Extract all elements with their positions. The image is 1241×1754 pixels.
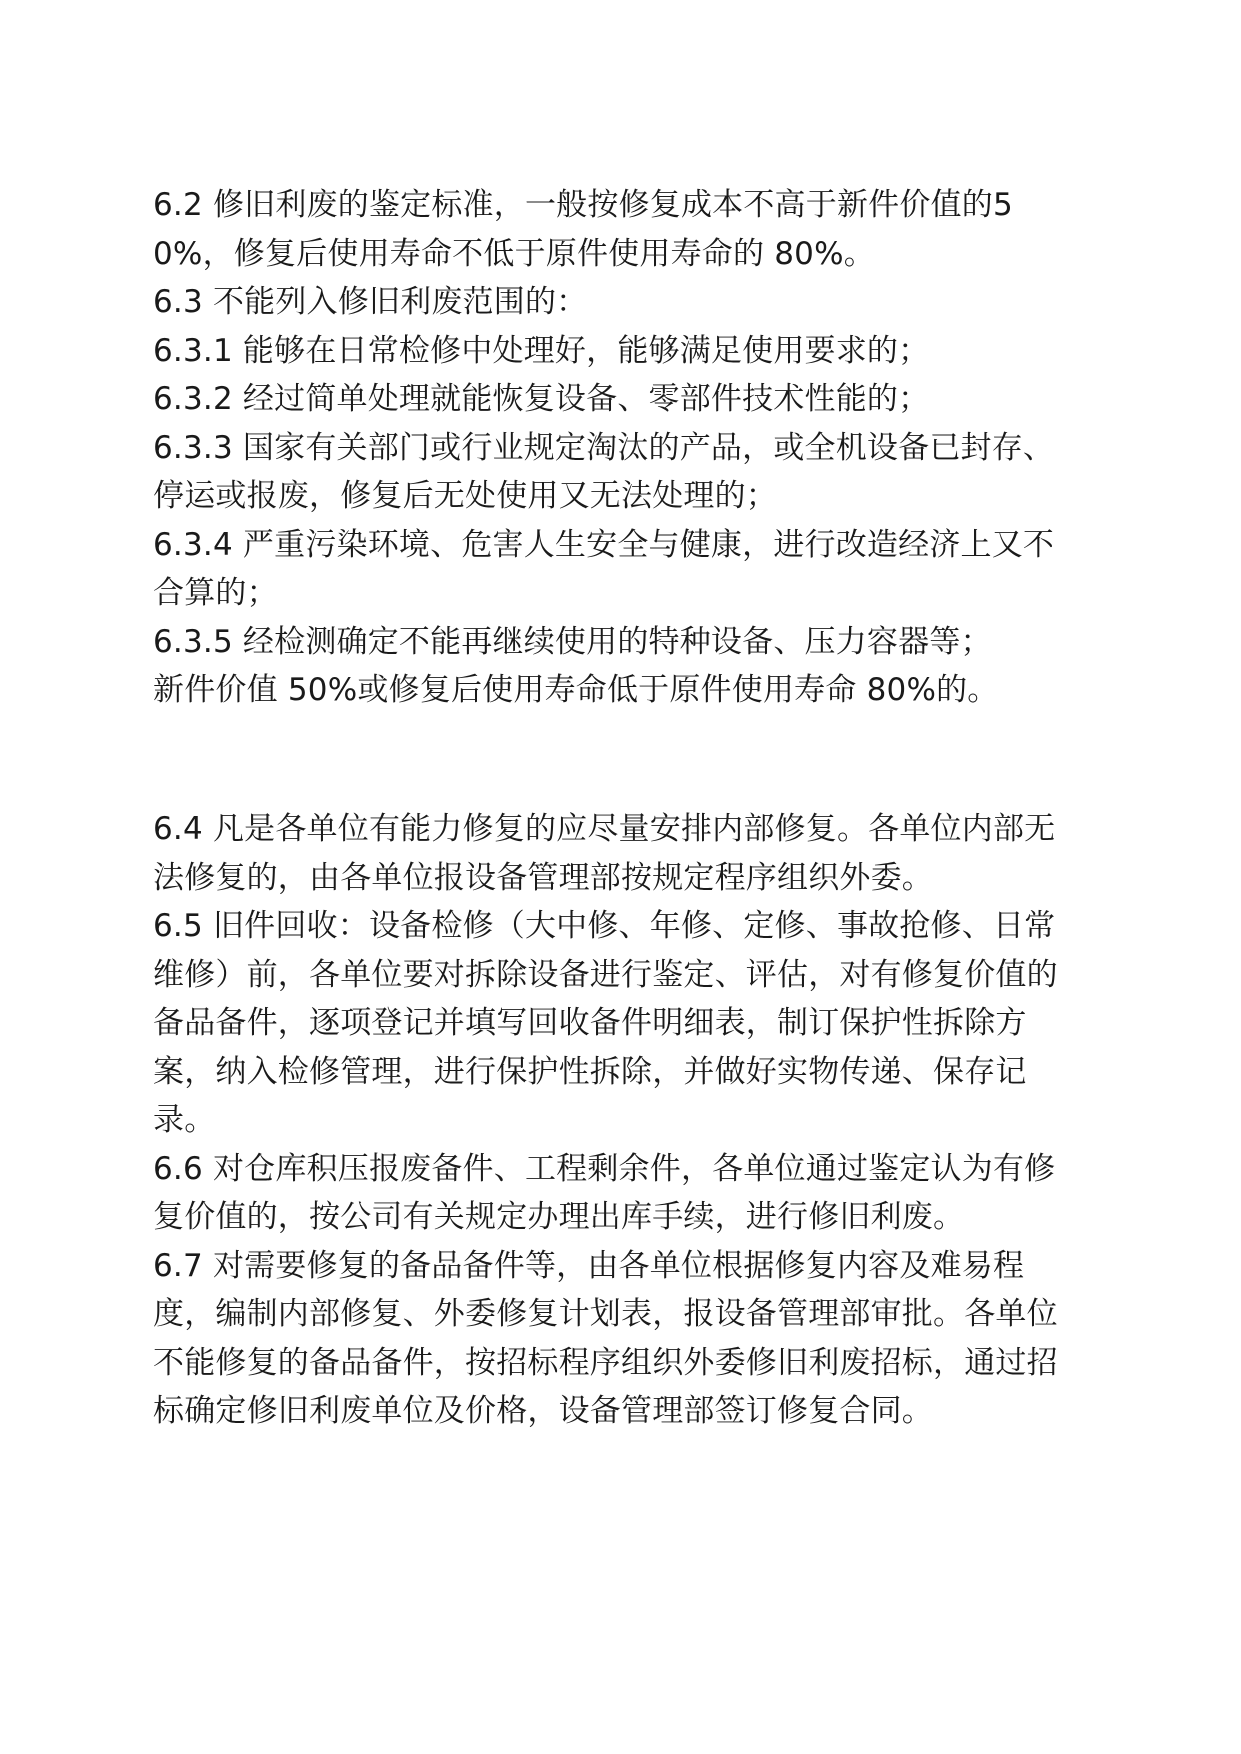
paragraph-6-3-2: 6.3.2 经过简单处理就能恢复设备、零部件技术性能的； (153, 381, 930, 417)
paragraph-6-3-5-continued: 新件价值 50%或修复后使用寿命低于原件使用寿命 80%的。 (153, 672, 999, 708)
paragraph-6-7: 6.7 对需要修复的备品备件等，由各单位根据修复内容及难易程度，编制内部修复、外委修复计划表，报设备管理部审批。各单位不能修复的备品备件，按招标程序组织外委修旧利废招标，通过招标确定修旧利废单位及价格，设备管理部签订修复合同。 (153, 1247, 1058, 1429)
paragraph-6-3-1: 6.3.1 能够在日常检修中处理好，能够满足使用要求的； (153, 332, 930, 369)
section-repair-criteria (153, 181, 1083, 715)
paragraph-6-2: 6.2 修旧利废的鉴定标准，一般按修复成本不高于新件价值的50%，修复后使用寿命不低于原件使用寿命的 80%。 (153, 187, 1013, 272)
paragraph-6-6: 6.6 对仓库积压报废备件、工程剩余件，各单位通过鉴定认为有修复价值的，按公司有关规定办理出库手续，进行修旧利废。 (153, 1150, 1056, 1235)
paragraph-6-5: 6.5 旧件回收：设备检修（大中修、年修、定修、事故抢修、日常维修）前，各单位要对拆除设备进行鉴定、评估，对有修复价值的备品备件，逐项登记并填写回收备件明细表，制订保护性拆除方案，纳入检修管理，进行保护性拆除，并做好实物传递、保存记录。 (153, 908, 1058, 1138)
paragraph-6-3-4: 6.3.4 严重污染环境、危害人生安全与健康，进行改造经济上又不合算的； (153, 526, 1055, 611)
paragraph-6-3-3: 6.3.3 国家有关部门或行业规定淘汰的产品，或全机设备已封存、停运或报废，修复后无处使用又无法处理的； (153, 429, 1055, 514)
paragraph-6-4: 6.4 凡是各单位有能力修复的应尽量安排内部修复。各单位内部无法修复的，由各单位报设备管理部按规定程序组织外委。 (153, 811, 1056, 896)
section-repair-procedures (153, 805, 1083, 1436)
paragraph-6-3: 6.3 不能列入修旧利废范围的： (153, 284, 588, 320)
paragraph-6-3-5: 6.3.5 经检测确定不能再继续使用的特种设备、压力容器等； (153, 623, 992, 660)
